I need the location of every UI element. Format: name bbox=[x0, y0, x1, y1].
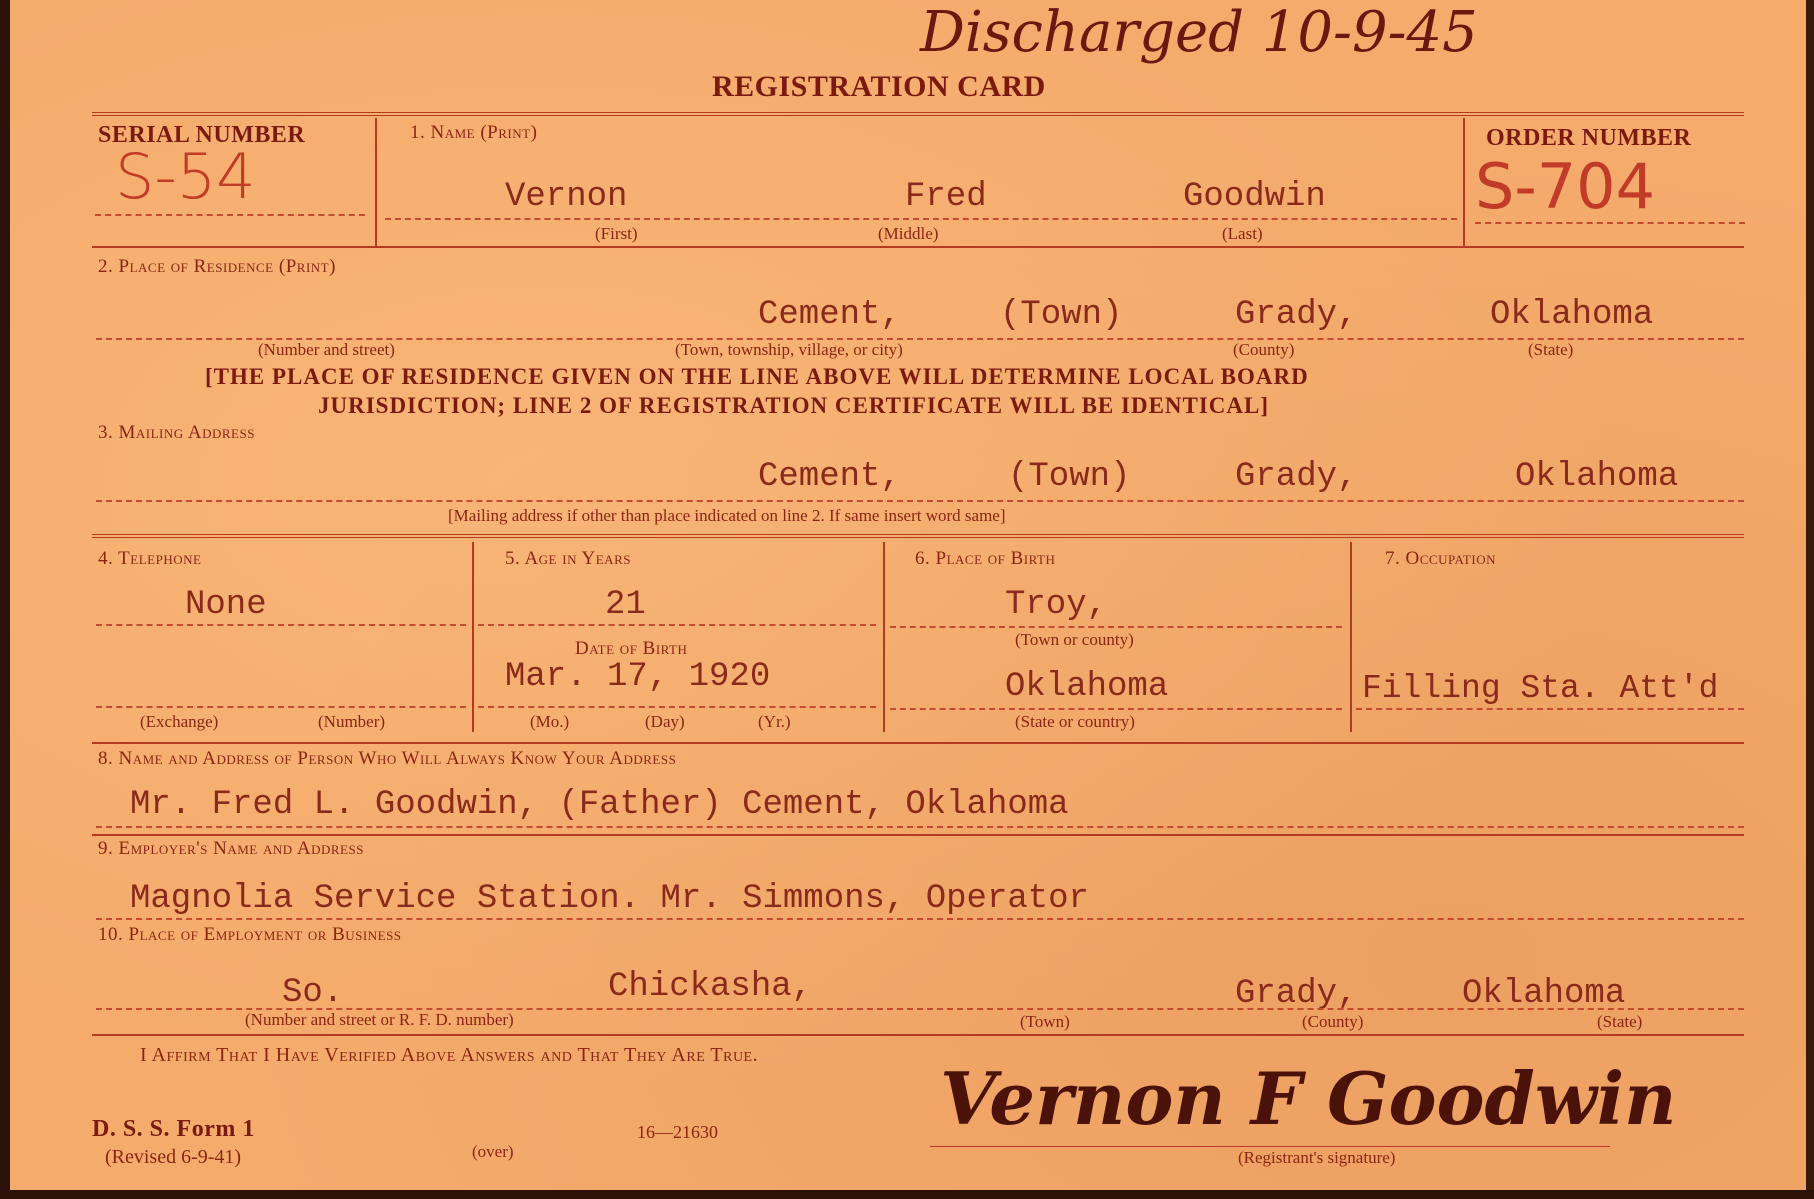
signature-line bbox=[930, 1146, 1610, 1147]
age-line bbox=[478, 624, 876, 626]
signature-caption: (Registrant's signature) bbox=[1238, 1148, 1396, 1167]
dob-value: Mar. 17, 1920 bbox=[505, 658, 771, 696]
order-number-value: S-704 bbox=[1475, 150, 1656, 223]
dob-day-caption: (Day) bbox=[645, 712, 685, 731]
name-first: Vernon bbox=[505, 178, 628, 216]
row4-rule bbox=[92, 742, 1744, 744]
col-divider-3 bbox=[1350, 542, 1352, 732]
telephone-exchange-caption: (Exchange) bbox=[140, 712, 219, 731]
residence-county: Grady, bbox=[1235, 296, 1358, 334]
order-number-label: ORDER NUMBER bbox=[1486, 125, 1692, 151]
serial-number-value: S-54 bbox=[115, 140, 256, 213]
name-last: Goodwin bbox=[1183, 178, 1326, 216]
col-divider-2 bbox=[883, 542, 885, 732]
name-first-caption: (First) bbox=[595, 224, 638, 243]
jurisdiction-notice-line1: [THE PLACE OF RESIDENCE GIVEN ON THE LINE ABOVE WILL DETERMINE LOCAL BOARD bbox=[205, 364, 1309, 389]
dob-month-caption: (Mo.) bbox=[530, 712, 570, 731]
employment-county-caption: (County) bbox=[1302, 1012, 1364, 1031]
telephone-value: None bbox=[185, 586, 267, 624]
employment-label: 10. Place of Employment or Business bbox=[98, 924, 402, 945]
affirmation-text: I Affirm That I Have Verified Above Answers and That They Are True. bbox=[140, 1044, 759, 1066]
contact-label: 8. Name and Address of Person Who Will Always Know Your Address bbox=[98, 748, 677, 769]
mailing-line bbox=[96, 500, 1744, 502]
occupation-label: 7. Occupation bbox=[1385, 548, 1496, 569]
col-divider-1 bbox=[472, 542, 474, 732]
name-middle-caption: (Middle) bbox=[878, 224, 939, 243]
card-edge-left bbox=[0, 0, 10, 1199]
residence-town-caption: (Town, township, village, or city) bbox=[675, 340, 903, 359]
telephone-number-caption: (Number) bbox=[318, 712, 386, 731]
dob-year-caption: (Yr.) bbox=[758, 712, 791, 731]
employer-value: Magnolia Service Station. Mr. Simmons, Operator bbox=[130, 880, 1089, 918]
serial-line bbox=[95, 214, 365, 216]
dob-line bbox=[478, 706, 876, 708]
form-over: (over) bbox=[472, 1142, 514, 1161]
employment-county: Grady, bbox=[1235, 975, 1358, 1013]
birthplace-state-caption: (State or country) bbox=[1015, 712, 1135, 731]
telephone-line-1 bbox=[96, 624, 466, 626]
occupation-value: Filling Sta. Att'd bbox=[1362, 670, 1719, 707]
mailing-state: Oklahoma bbox=[1515, 458, 1679, 496]
row5-rule bbox=[92, 834, 1744, 836]
employer-label: 9. Employer's Name and Address bbox=[98, 838, 364, 859]
birthplace-state: Oklahoma bbox=[1005, 668, 1169, 706]
telephone-label: 4. Telephone bbox=[98, 548, 202, 569]
form-name: D. S. S. Form 1 bbox=[92, 1116, 255, 1142]
birthplace-town-line bbox=[890, 626, 1342, 628]
row1-rule bbox=[92, 246, 1744, 248]
card-title: REGISTRATION CARD bbox=[712, 70, 1046, 103]
age-label: 5. Age in Years bbox=[505, 548, 631, 569]
discharge-annotation: Discharged 10-9-45 bbox=[920, 0, 1478, 65]
telephone-line-2 bbox=[96, 706, 466, 708]
serial-divider bbox=[375, 118, 377, 246]
residence-town: Cement, bbox=[758, 296, 901, 334]
residence-label: 2. Place of Residence (Print) bbox=[98, 256, 336, 277]
form-revised: (Revised 6-9-41) bbox=[105, 1146, 242, 1168]
residence-state: Oklahoma bbox=[1490, 296, 1654, 334]
mailing-county: Grady, bbox=[1235, 458, 1358, 496]
mailing-label: 3. Mailing Address bbox=[98, 422, 255, 443]
row6-rule bbox=[92, 1034, 1744, 1036]
contact-value: Mr. Fred L. Goodwin, (Father) Cement, Oklahoma bbox=[130, 786, 1069, 824]
name-line bbox=[385, 218, 1457, 220]
employer-line bbox=[96, 918, 1744, 920]
dob-label: Date of Birth bbox=[575, 638, 688, 659]
age-value: 21 bbox=[605, 586, 646, 624]
serial-number-label: SERIAL NUMBER bbox=[98, 122, 306, 148]
card-edge-bottom bbox=[0, 1190, 1814, 1199]
employment-town: Chickasha, bbox=[608, 968, 813, 1006]
contact-line bbox=[96, 826, 1744, 828]
form-code: 16—21630 bbox=[637, 1122, 718, 1142]
mailing-caption: [Mailing address if other than place indicated on line 2. If same insert word same] bbox=[448, 506, 1006, 525]
occupation-line bbox=[1356, 708, 1744, 710]
birthplace-town-caption: (Town or county) bbox=[1015, 630, 1134, 649]
residence-street-caption: (Number and street) bbox=[258, 340, 395, 359]
employment-state: Oklahoma bbox=[1462, 975, 1626, 1013]
row3-rule bbox=[92, 534, 1744, 538]
jurisdiction-notice-line2: JURISDICTION; LINE 2 OF REGISTRATION CERTIFICATE WILL BE IDENTICAL] bbox=[318, 393, 1270, 418]
card-edge-right bbox=[1806, 0, 1814, 1199]
employment-street-caption: (Number and street or R. F. D. number) bbox=[245, 1010, 514, 1029]
registrant-signature: Vernon F Goodwin bbox=[940, 1056, 1677, 1141]
name-label: 1. Name (Print) bbox=[410, 122, 538, 143]
employment-state-caption: (State) bbox=[1597, 1012, 1643, 1031]
residence-county-caption: (County) bbox=[1233, 340, 1295, 359]
residence-state-caption: (State) bbox=[1528, 340, 1574, 359]
mailing-town-type: (Town) bbox=[1008, 458, 1131, 496]
order-line bbox=[1475, 222, 1745, 224]
name-last-caption: (Last) bbox=[1222, 224, 1263, 243]
birthplace-label: 6. Place of Birth bbox=[915, 548, 1056, 569]
employment-number: So. bbox=[282, 974, 344, 1012]
mailing-town: Cement, bbox=[758, 458, 901, 496]
residence-town-type: (Town) bbox=[1000, 296, 1123, 334]
order-divider bbox=[1463, 118, 1465, 246]
employment-town-caption: (Town) bbox=[1020, 1012, 1070, 1031]
name-middle: Fred bbox=[905, 178, 987, 216]
top-rule bbox=[92, 112, 1744, 116]
birthplace-town: Troy, bbox=[1005, 586, 1108, 624]
birthplace-state-line bbox=[890, 708, 1342, 710]
